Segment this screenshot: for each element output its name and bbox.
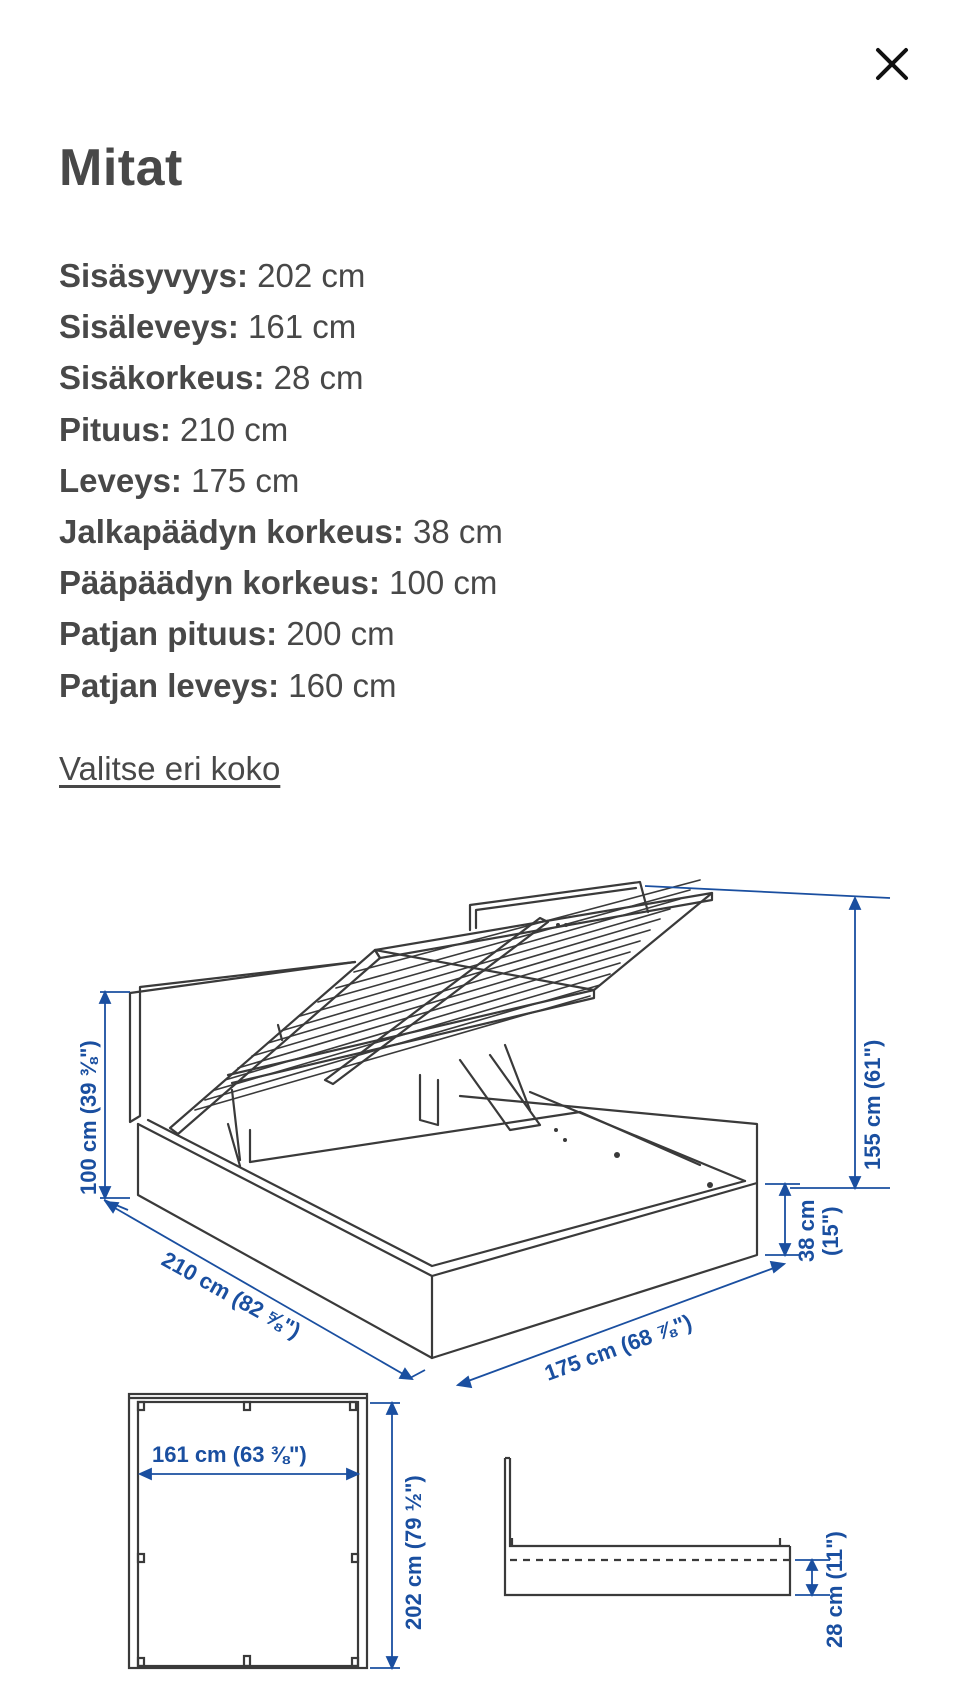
dimension-value: 161 cm (247, 308, 357, 346)
bed-dimension-drawing (0, 860, 960, 1696)
dimension-value: 28 cm (273, 359, 364, 397)
dimension-label: Pituus: (59, 410, 171, 448)
dimension-item (59, 301, 503, 352)
dimension-label: Leveys: (59, 461, 182, 499)
dimension-item (59, 455, 503, 506)
dimension-item (59, 557, 503, 608)
headboard-height-label: 100 cm (39 ⅜") (76, 1040, 101, 1195)
dimension-list (59, 250, 503, 711)
dimension-value: 202 cm (257, 257, 366, 294)
dimension-item (59, 608, 503, 659)
close-icon (875, 47, 909, 81)
inner-depth-label: 202 cm (79 ½") (401, 1475, 426, 1630)
dimension-item (59, 250, 503, 301)
dimension-value: 200 cm (286, 615, 395, 653)
choose-size-link[interactable]: Valitse eri koko (59, 750, 281, 787)
dimension-value: 175 cm (191, 461, 300, 499)
dimension-label: Pääpäädyn korkeus: (59, 564, 380, 602)
dimension-value: 38 cm (413, 512, 503, 550)
total-height-label: 155 cm (61") (860, 1039, 885, 1170)
footboard-height-inch-label: (15") (818, 1206, 843, 1256)
inner-width-label: 161 cm (63 ⅜") (152, 1442, 307, 1467)
length-label: 210 cm (82 ⅝") (157, 1246, 306, 1344)
dimension-label: Jalkapäädyn korkeus: (59, 512, 404, 550)
dimension-label: Sisäkorkeus: (59, 359, 265, 397)
dimension-label: Sisäsyvyys: (59, 257, 248, 294)
dimension-label: Patjan leveys: (59, 666, 280, 704)
close-button[interactable] (866, 38, 918, 90)
page-title: Mitat (59, 139, 183, 197)
dimension-item (59, 404, 503, 455)
dimension-value: 160 cm (288, 666, 397, 704)
dimension-label: Patjan pituus: (59, 615, 278, 653)
footboard-height-label: 38 cm (794, 1199, 819, 1262)
dimension-label: Sisäleveys: (59, 308, 239, 346)
dimension-item (59, 660, 503, 711)
dimension-value: 100 cm (389, 564, 498, 602)
width-label: 175 cm (68 ⅞") (541, 1309, 696, 1386)
inner-height-label: 28 cm (11") (822, 1531, 847, 1648)
dimension-item (59, 352, 503, 403)
dimension-item (59, 506, 503, 557)
dimension-value: 210 cm (180, 410, 289, 448)
